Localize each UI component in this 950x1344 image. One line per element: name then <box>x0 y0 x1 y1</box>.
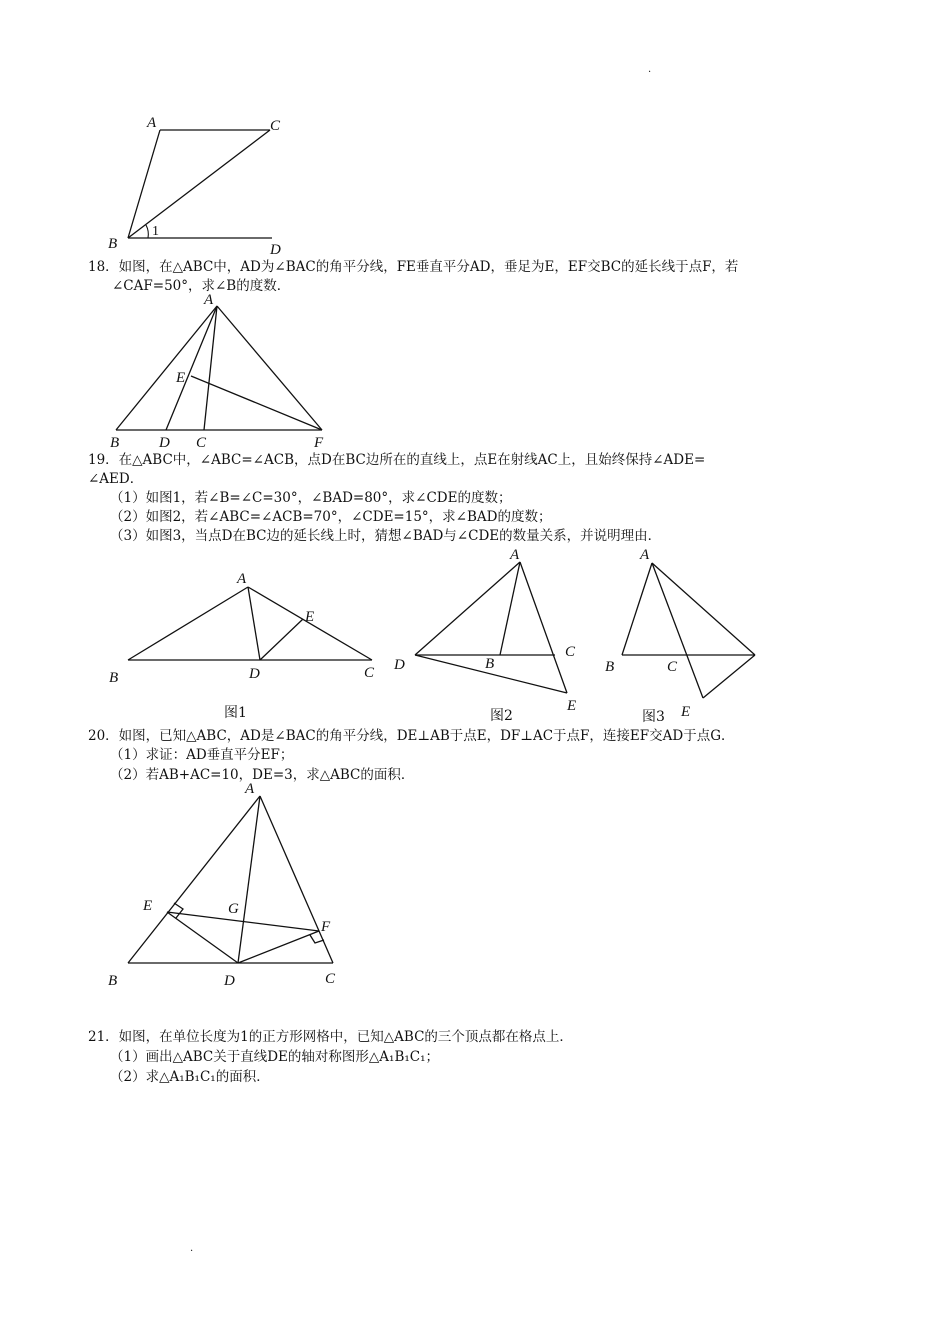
segment-de <box>703 655 755 698</box>
label-d: D <box>224 973 235 989</box>
label-e: E <box>567 698 577 714</box>
label-b: B <box>110 435 120 451</box>
segment-ad <box>248 587 260 660</box>
label-b: B <box>108 973 118 989</box>
label-d: D <box>394 657 405 673</box>
label-angle-1: 1 <box>152 224 159 239</box>
label-c: C <box>565 644 576 660</box>
segment-de <box>260 619 303 660</box>
segment-ab <box>128 130 160 238</box>
segment-ab <box>500 562 520 655</box>
segment-ad <box>166 306 217 430</box>
caption-fig1: 图1 <box>224 705 247 721</box>
label-d: D <box>159 435 170 451</box>
segment-bc <box>128 130 270 238</box>
q21-line1: 21．如图，在单位长度为1的正方形网格中，已知△ABC的三个顶点都在格点上． <box>88 1029 573 1045</box>
figure-q18 <box>100 290 340 455</box>
segment-ac <box>204 306 217 430</box>
label-a: A <box>245 781 255 797</box>
figure-q19-3 <box>600 545 770 730</box>
caption-fig2: 图2 <box>490 708 513 724</box>
segment-df <box>238 931 319 963</box>
label-g: G <box>228 901 239 917</box>
q18-line2: ∠CAF=50°，求∠B的度数． <box>112 278 291 294</box>
figure-q20 <box>100 778 360 993</box>
q20-line1: 20．如图，已知△ABC，AD是∠BAC的角平分线，DE⊥AB于点E，DF⊥AC于点F，连接EF交AD于点G． <box>88 728 735 744</box>
segment-ad <box>238 796 260 963</box>
q20-sub2: （2）若AB+AC=10，DE=3，求△ABC的面积． <box>110 767 415 783</box>
segment-ab <box>128 796 260 963</box>
caption-fig3: 图3 <box>642 709 665 725</box>
q19-line1: 19．在△ABC中，∠ABC=∠ACB，点D在BC边所在的直线上，点E在射线AC上，且始终保持∠ADE= <box>88 452 706 468</box>
segment-ad <box>415 562 520 655</box>
segment-ab <box>622 563 652 655</box>
segment-ac <box>260 796 333 963</box>
q18-line1: 18．如图，在△ABC中，AD为∠BAC的角平分线，FE垂直平分AD，垂足为E，EF交BC的延长线于点F，若 <box>88 259 739 275</box>
label-c: C <box>364 665 375 681</box>
label-e: E <box>143 898 153 914</box>
q19-line2: ∠AED． <box>88 471 144 487</box>
label-b: B <box>108 236 118 252</box>
q19-sub3: （3）如图3，当点D在BC边的延长线上时，猜想∠BAD与∠CDE的数量关系，并说明理由． <box>110 528 662 544</box>
label-a: A <box>640 547 650 563</box>
q19-sub1: （1）如图1，若∠B=∠C=30°，∠BAD=80°，求∠CDE的度数； <box>110 490 512 506</box>
segment-ae <box>520 562 567 693</box>
segment-ad <box>652 563 755 655</box>
label-a: A <box>204 292 214 308</box>
right-angle-e <box>174 903 183 918</box>
label-f: F <box>321 919 331 935</box>
label-c: C <box>196 435 207 451</box>
q19-sub2: （2）如图2，若∠ABC=∠ACB=70°，∠CDE=15°，求∠BAD的度数； <box>110 509 552 525</box>
label-b: B <box>485 656 495 672</box>
segment-ab <box>116 306 217 430</box>
label-e: E <box>176 370 186 386</box>
label-a: A <box>510 547 520 563</box>
q21-sub1: （1）画出△ABC关于直线DE的轴对称图形△A₁B₁C₁； <box>110 1049 440 1065</box>
figure-q19-1 <box>100 568 390 728</box>
segment-ae <box>652 563 703 698</box>
label-c: C <box>667 659 678 675</box>
segment-af <box>217 306 322 430</box>
q20-sub1: （1）求证：AD垂直平分EF； <box>110 747 294 763</box>
segment-ab <box>128 587 248 660</box>
label-d: D <box>249 666 260 682</box>
angle-1-arc <box>146 225 148 238</box>
label-e: E <box>305 609 315 625</box>
label-e: E <box>681 704 691 720</box>
label-d: D <box>270 242 281 258</box>
label-a: A <box>147 115 157 131</box>
figure-q19-2 <box>390 545 590 730</box>
q21-sub2: （2）求△A₁B₁C₁的面积． <box>110 1069 270 1085</box>
label-c: C <box>325 971 336 987</box>
label-c: C <box>270 118 281 134</box>
label-b: B <box>605 659 615 675</box>
segment-ef <box>191 376 322 430</box>
page-dot-bottom: . <box>190 1243 194 1254</box>
label-f: F <box>314 435 324 451</box>
label-b: B <box>109 670 119 686</box>
page-dot-top: . <box>648 64 652 75</box>
figure-q17 <box>100 108 300 258</box>
label-a: A <box>237 571 247 587</box>
